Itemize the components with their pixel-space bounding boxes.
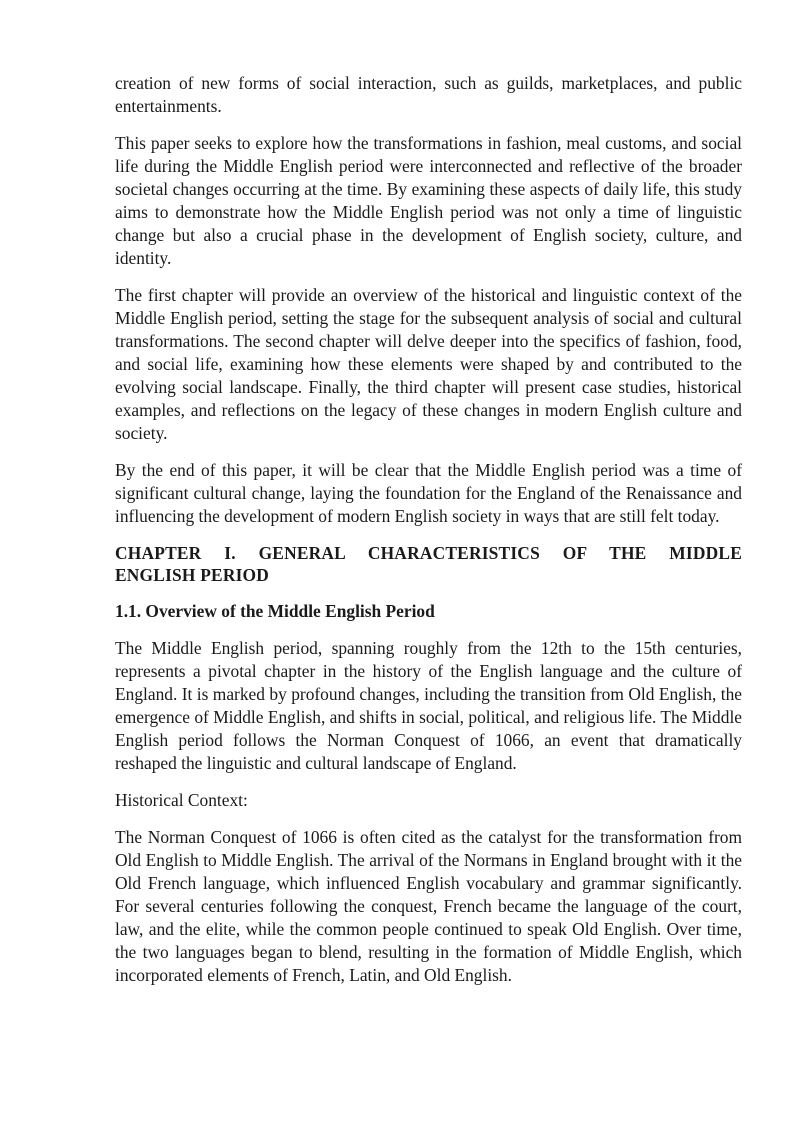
section-paragraph: The Middle English period, spanning roughly from the 12th to the 15th centuries, represents a pivotal chapter in the history of the English language and the culture of England. It is marked by profound changes, including the transition from Old English, the emergence of Middle English, and shifts in social, political, and religious life. The Middle English period follows the Norman Conquest of 1066, an event that dramatically reshaped the linguistic and cultural landscape of England. bbox=[115, 638, 742, 773]
chapter-heading-line-1: CHAPTER I. GENERAL CHARACTERISTICS OF THE MIDDLE bbox=[115, 543, 742, 563]
section-heading: 1.1. Overview of the Middle English Period bbox=[115, 601, 435, 621]
intro-paragraph-1: creation of new forms of social interaction, such as guilds, marketplaces, and public entertainments. bbox=[115, 73, 742, 116]
chapter-heading-line-2: ENGLISH PERIOD bbox=[115, 565, 270, 585]
historical-context-paragraph: The Norman Conquest of 1066 is often cited as the catalyst for the transformation from Old English to Middle English. The arrival of the Normans in England brought with it the Old French language, which influenced English vocabulary and grammar significantly. For several centuries following the conquest, French became the language of the court, law, and the elite, while the common people continued to speak Old English. Over time, the two languages began to blend, resulting in the formation of Middle English, which incorporated elements of French, Latin, and Old English. bbox=[115, 827, 742, 985]
intro-paragraph-4: By the end of this paper, it will be clear that the Middle English period was a time of significant cultural change, laying the foundation for the England of the Renaissance and influencing the development of modern English society in ways that are still felt today. bbox=[115, 460, 742, 526]
document-page bbox=[115, 72, 742, 1001]
intro-paragraph-2: This paper seeks to explore how the transformations in fashion, meal customs, and social life during the Middle English period were interconnected and reflective of the broader societal changes occurring at the time. By examining these aspects of daily life, this study aims to demonstrate how the Middle English period was not only a time of linguistic change but also a crucial phase in the development of English society, culture, and identity. bbox=[115, 133, 742, 268]
chapter-heading bbox=[115, 542, 742, 586]
subsection-label: Historical Context: bbox=[115, 790, 248, 810]
intro-paragraph-3: The first chapter will provide an overview of the historical and linguistic context of the Middle English period, setting the stage for the subsequent analysis of social and cultural transformations. The second chapter will delve deeper into the specifics of fashion, food, and social life, examining how these elements were shaped by and contributed to the evolving social landscape. Finally, the third chapter will present case studies, historical examples, and reflections on the legacy of these changes in modern English culture and society. bbox=[115, 285, 742, 443]
